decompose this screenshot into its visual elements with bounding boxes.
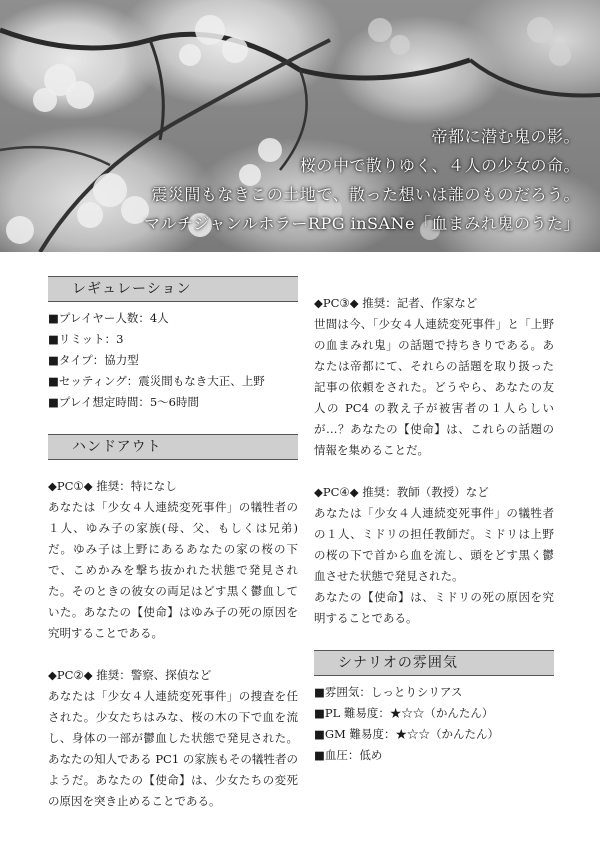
pc1-handout	[48, 476, 298, 644]
pc4-handout	[314, 482, 554, 629]
pc4-text: あなたは「少女４人連続変死事件」の犠牲者の１人、ミドリの担任教師だ。ミドリは上野の桜の下で首から血を流し、頭をどす黒く鬱血させた状態で発見された。	[314, 506, 554, 583]
handout-heading: ハンドアウト	[48, 434, 298, 460]
atmosphere-heading: シナリオの雰囲気	[314, 650, 554, 676]
regulation-item: ■リミット：3	[48, 332, 124, 346]
regulation-item: ■プレイ想定時間：5〜6時間	[48, 395, 199, 409]
tagline-line-2: 桜の中で散りゆく、４人の少女の命。	[299, 156, 580, 175]
pc3-heading: ◆PC③◆ 推奨：記者、作家など	[314, 296, 478, 310]
pc3-handout	[314, 293, 554, 461]
cherry-blossom-photo	[0, 0, 600, 252]
pc2-heading: ◆PC②◆ 推奨：警察、探偵など	[48, 668, 212, 682]
regulation-item: ■プレイヤー人数：4人	[48, 311, 169, 325]
atmosphere-item: ■血圧：低め	[314, 748, 383, 762]
pc4-text-mission: あなたの【使命】は、ミドリの死の原因を究明することである。	[314, 590, 554, 625]
atmosphere-item: ■PL 難易度：★☆☆（かんたん）	[314, 706, 494, 720]
tagline-line-1: 帝都に潜む鬼の影。	[431, 127, 580, 146]
regulation-heading: レギュレーション	[48, 276, 298, 302]
regulation-item: ■セッティング：震災間もなき大正、上野	[48, 374, 265, 388]
pc2-handout	[48, 665, 298, 812]
atmosphere-item: ■GM 難易度：★☆☆（かんたん）	[314, 727, 499, 741]
tagline-line-3: 震災間もなきこの土地で、散った想いは誰のものだろう。	[151, 185, 580, 204]
pc1-text: あなたは「少女４人連続変死事件」の犠牲者の１人、ゆみ子の家族(母、父、もしくは兄弟)だ。ゆみ子は上野にあるあなたの家の桜の下で、こめかみを撃ち抜かれた状態で発見された。そのときの彼女の両足はどす黒く鬱血していた。あなたの【使命】はゆみ子の死の原因を究明することである。	[48, 500, 298, 640]
pc2-text: あなたは「少女４人連続変死事件」の捜査を任された。少女たちはみな、桜の木の下で血を流し、身体の一部が鬱血した状態で発見された。あなたの知人である PC1 の家族もその犠牲者のようだ。あなたの【使命】は、少女たちの変死の原因を突き止めることである。	[48, 689, 298, 808]
pc4-heading: ◆PC④◆ 推奨：教師（教授）など	[314, 485, 489, 499]
pc1-heading: ◆PC①◆ 推奨：特になし	[48, 479, 177, 493]
hero-tagline	[144, 122, 580, 238]
left-column	[48, 276, 298, 833]
regulation-list	[48, 308, 298, 413]
pc3-text: 世間は今、「少女４人連続変死事件」と「上野の血まみれ鬼」の話題で持ちきりである。あなたは帝都にて、それらの話題を取り扱った記事の依頼をされた。どうやら、あなたの友人の PC4 の教え子が被害者の１人らしいが…？あなたの【使命】は、これらの話題の情報を集めることだ。	[314, 317, 554, 457]
right-column	[314, 293, 554, 766]
atmosphere-item: ■雰囲気：しっとりシリアス	[314, 685, 463, 699]
regulation-item: ■タイプ：協力型	[48, 353, 139, 367]
atmosphere-list	[314, 682, 554, 766]
tagline-line-4: マルチジャンルホラーRPG inSANe「血まみれ鬼のうた」	[143, 214, 580, 233]
